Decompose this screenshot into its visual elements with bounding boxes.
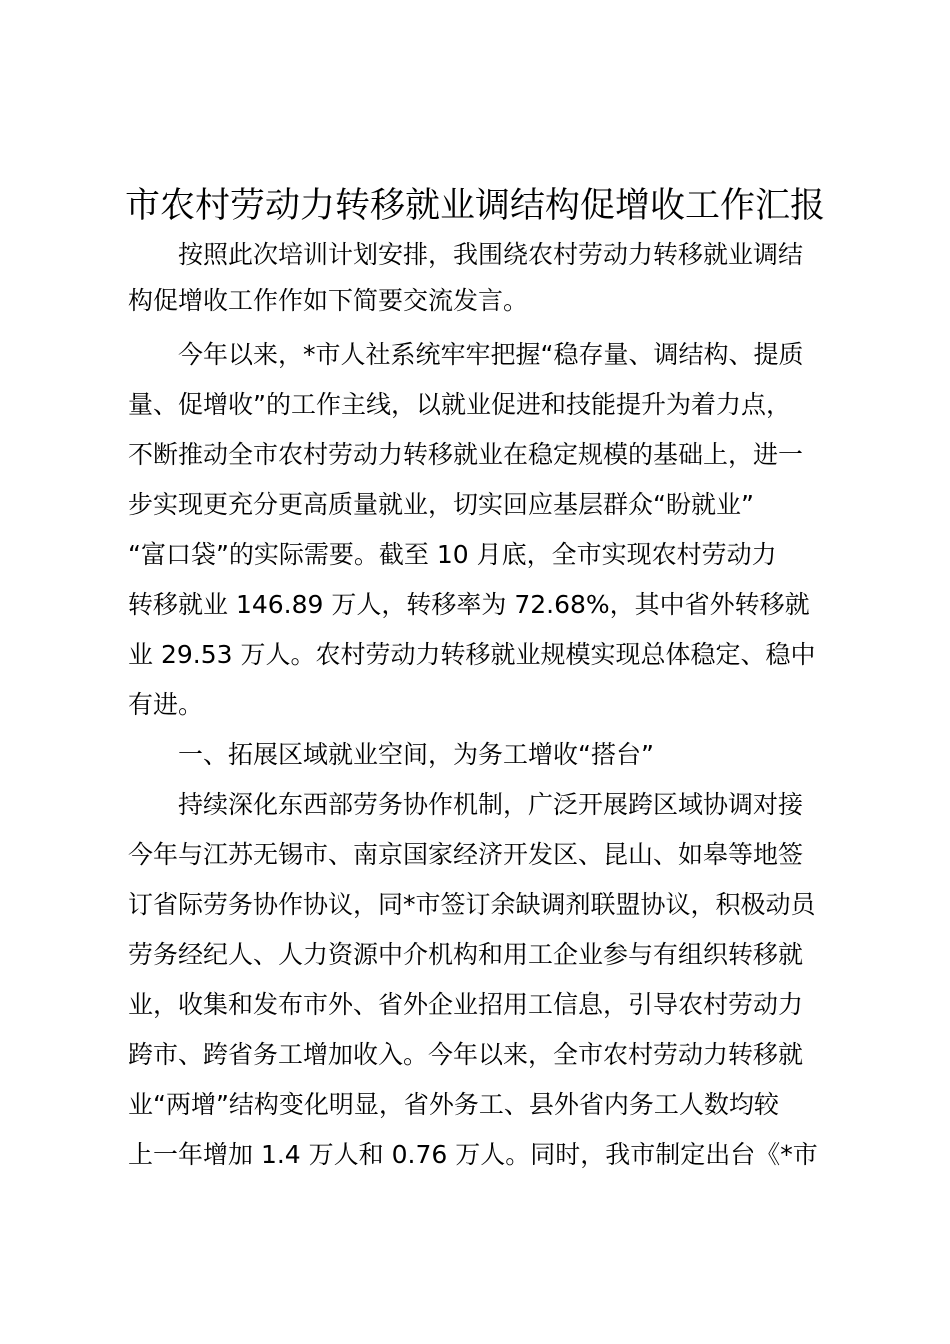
section-body-line-1: 持续深化东西部劳务协作机制，广泛开展跨区域协调对接 (178, 790, 804, 819)
section-body-line-4: 劳务经纪人、人力资源中介机构和用工企业参与有组织转移就 (128, 940, 804, 969)
section-body-line-8: 上一年增加 1.4 万人和 0.76 万人。同时，我市制定出台《*市 (128, 1140, 818, 1169)
section-body-line-6: 跨市、跨省务工增加收入。今年以来，全市农村劳动力转移就 (128, 1040, 804, 1069)
summary-line-5: “富口袋”的实际需要。截至 10 月底，全市实现农村劳动力 (128, 540, 777, 569)
summary-line-3: 不断推动全市农村劳动力转移就业在稳定规模的基础上，进一 (128, 440, 804, 469)
summary-line-1: 今年以来，*市人社系统牢牢把握“稳存量、调结构、提质 (178, 340, 804, 369)
summary-line-8: 有进。 (128, 690, 204, 719)
section-body-line-3: 订省际劳务协作协议，同*市签订余缺调剂联盟协议，积极动员 (128, 890, 816, 919)
section-body-line-7: 业“两增”结构变化明显，省外务工、县外省内务工人数均较 (128, 1090, 779, 1119)
intro-line-1: 按照此次培训计划安排，我围绕农村劳动力转移就业调结 (178, 240, 804, 269)
summary-line-7: 业 29.53 万人。农村劳动力转移就业规模实现总体稳定、稳中 (128, 640, 816, 669)
summary-line-4: 步实现更充分更高质量就业，切实回应基层群众“盼就业” (128, 490, 754, 519)
section-body-line-2: 今年与江苏无锡市、南京国家经济开发区、昆山、如皋等地签 (128, 840, 804, 869)
section-heading-1: 一、拓展区域就业空间，为务工增收“搭台” (178, 740, 654, 769)
document-title: 市农村劳动力转移就业调结构促增收工作汇报 (124, 186, 825, 226)
intro-line-2: 构促增收工作作如下简要交流发言。 (128, 286, 529, 315)
summary-line-2: 量、促增收”的工作主线，以就业促进和技能提升为着力点， (128, 390, 791, 419)
section-body-line-5: 业，收集和发布市外、省外企业招用工信息，引导农村劳动力 (128, 990, 804, 1019)
summary-line-6: 转移就业 146.89 万人，转移率为 72.68%，其中省外转移就 (128, 590, 810, 619)
